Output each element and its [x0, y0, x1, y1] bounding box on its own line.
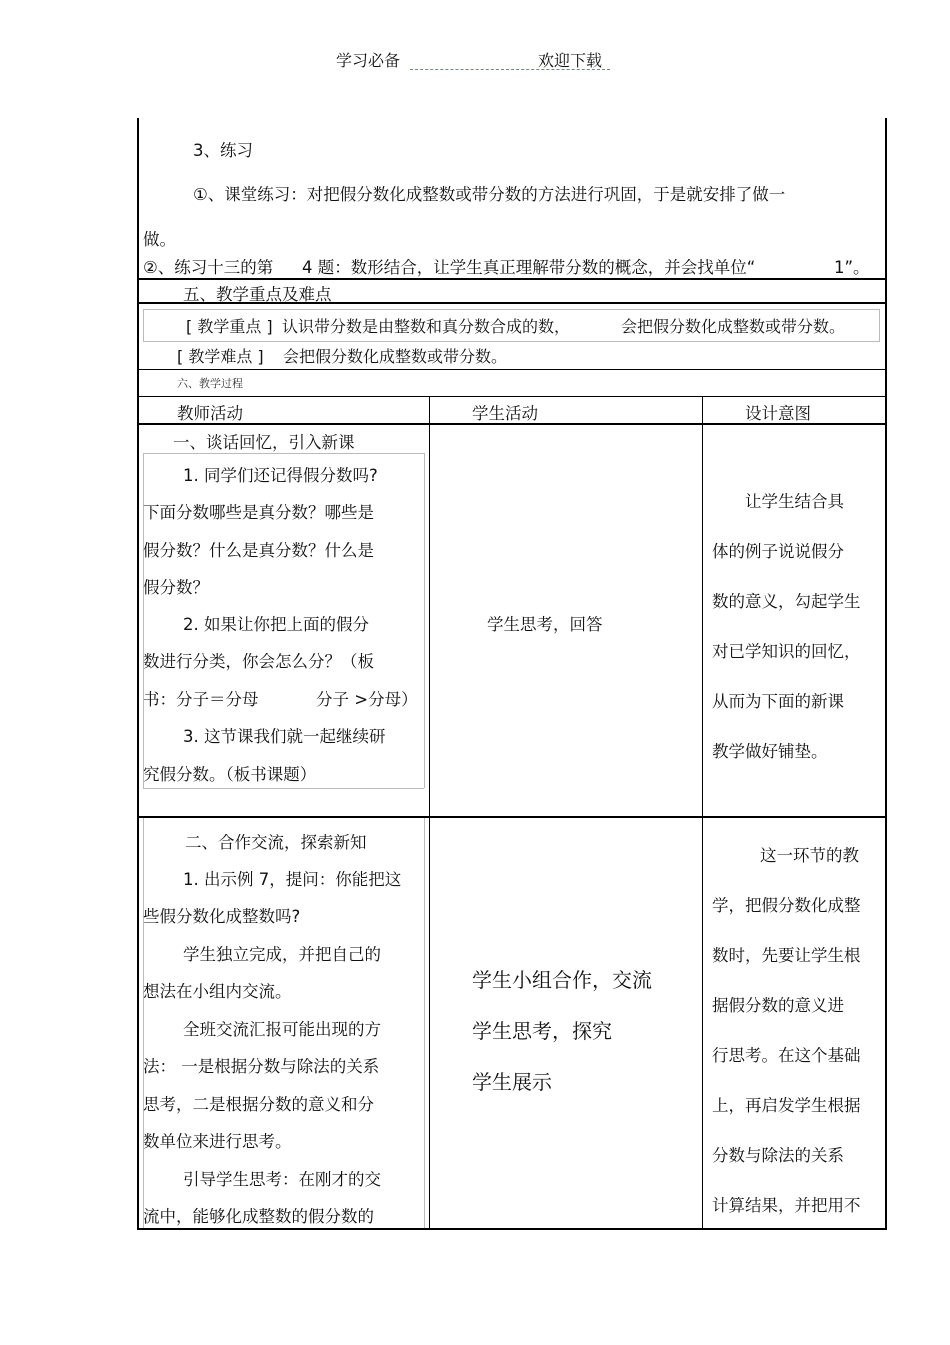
- text-line: 假分数？: [143, 578, 209, 597]
- text-line: 数进行分类，你会怎么分？（板: [143, 652, 374, 671]
- part1-title: 一、谈话回忆，引入新课: [173, 433, 355, 452]
- text-line: 2. 如果让你把上面的假分: [183, 615, 369, 634]
- header-left: 学习必备: [336, 51, 401, 70]
- col-header-intent: 设计意图: [745, 404, 811, 423]
- part1-student-activity: 学生思考，回答: [487, 615, 603, 634]
- text-line: 让学生结合具: [745, 492, 844, 511]
- practice-item2-a: ②、练习十三的第: [143, 258, 274, 277]
- text-line: 3. 这节课我们就一起继续研: [183, 727, 386, 746]
- practice-item1-line2: 做。: [143, 230, 176, 249]
- part2-title: 二、合作交流，探索新知: [185, 833, 367, 852]
- text-line: 流中，能够化成整数的假分数的: [143, 1207, 374, 1226]
- text-line: 学生展示: [472, 1070, 552, 1094]
- difficulty-text: 会把假分数化成整数或带分数。: [283, 347, 508, 366]
- text-line: 学，把假分数化成整: [712, 896, 861, 915]
- col-header-student: 学生活动: [472, 404, 538, 423]
- text-line: 假分数？什么是真分数？什么是: [143, 541, 374, 560]
- text-line: 究假分数。（板书课题）: [143, 765, 317, 784]
- text-line: 教学做好铺垫。: [712, 742, 828, 761]
- focus-text-a: 认识带分数是由整数和真分数合成的数，: [282, 317, 571, 336]
- header-divider: [410, 69, 610, 70]
- text-line: 学生思考，探究: [472, 1019, 612, 1043]
- text-line: 从而为下面的新课: [712, 692, 844, 711]
- text-line: 行思考。在这个基础: [712, 1046, 861, 1065]
- difficulty-label: [ 教学难点 ]: [177, 347, 264, 366]
- text-line: 计算结果，并把用不: [712, 1196, 861, 1215]
- text-line: 分子 >分母）: [316, 690, 418, 709]
- focus-label: [ 教学重点 ]: [186, 317, 273, 336]
- text-line: 1. 同学们还记得假分数吗?: [183, 466, 378, 485]
- focus-text-b: 会把假分数化成整数或带分数。: [621, 317, 846, 336]
- text-line: 上，再启发学生根据: [712, 1096, 861, 1115]
- process-heading: 六、教学过程: [177, 377, 243, 390]
- text-line: 据假分数的意义进: [712, 996, 844, 1015]
- text-line: 法： 一是根据分数与除法的关系: [143, 1057, 380, 1076]
- practice-item2-c: 1”。: [834, 258, 870, 277]
- header-right: 欢迎下载: [538, 51, 603, 70]
- text-line: 数的意义，勾起学生: [712, 592, 861, 611]
- text-line: 1. 出示例 7，提问：你能把这: [183, 870, 402, 889]
- text-line: 体的例子说说假分: [712, 542, 844, 561]
- key-points-heading: 五、教学重点及难点: [183, 285, 332, 304]
- text-line: 这一环节的教: [760, 846, 859, 865]
- practice-title: 3、练习: [193, 141, 253, 160]
- text-line: 想法在小组内交流。: [143, 982, 292, 1001]
- practice-item2-b: 4 题：数形结合，让学生真正理解带分数的概念，并会找单位“: [302, 258, 756, 277]
- text-line: 数时，先要让学生根: [712, 946, 861, 965]
- text-line: 思考，二是根据分数的意义和分: [143, 1095, 374, 1114]
- text-line: 书：分子＝分母: [143, 690, 259, 709]
- text-line: 些假分数化成整数吗?: [143, 907, 301, 926]
- practice-item1-line1: ①、课堂练习：对把假分数化成整数或带分数的方法进行巩固，于是就安排了做一: [193, 185, 786, 204]
- text-line: 学生小组合作，交流: [472, 968, 652, 992]
- text-line: 下面分数哪些是真分数？哪些是: [143, 503, 374, 522]
- text-line: 分数与除法的关系: [712, 1146, 844, 1165]
- col-header-teacher: 教师活动: [177, 404, 243, 423]
- text-line: 数单位来进行思考。: [143, 1132, 292, 1151]
- text-line: 引导学生思考：在刚才的交: [183, 1170, 381, 1189]
- text-line: 对已学知识的回忆，: [712, 642, 861, 661]
- text-line: 学生独立完成，并把自己的: [183, 945, 381, 964]
- text-line: 全班交流汇报可能出现的方: [183, 1020, 381, 1039]
